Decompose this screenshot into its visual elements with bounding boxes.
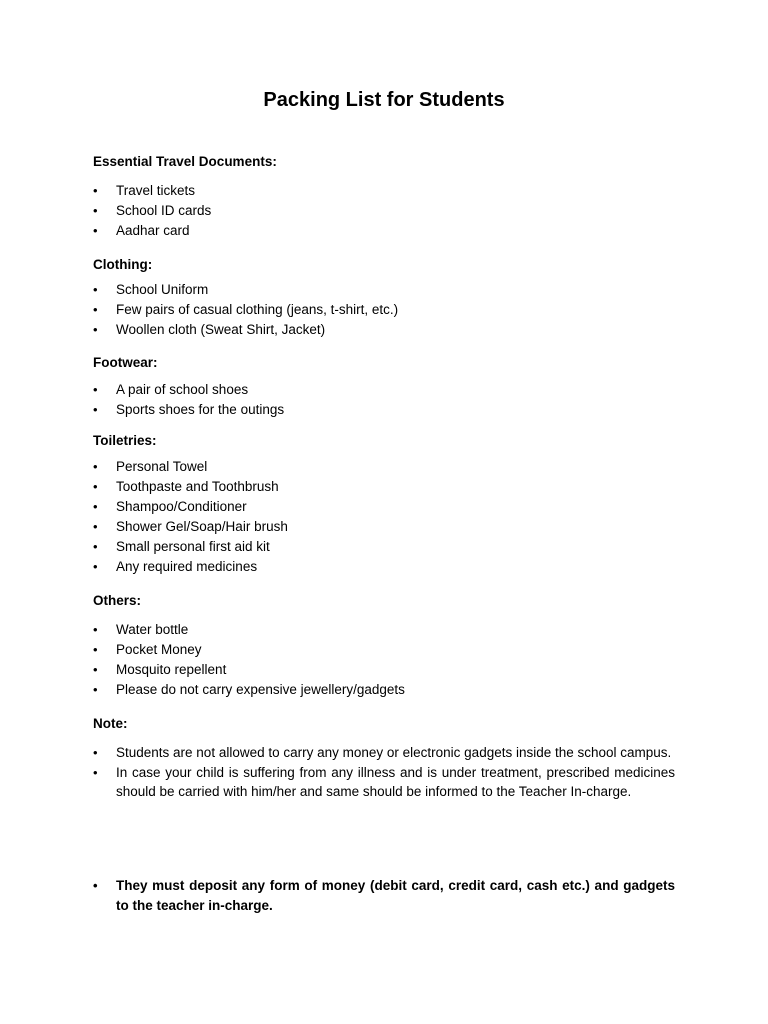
others-list xyxy=(93,620,675,700)
section-clothing xyxy=(93,256,675,340)
list-item-text: Woollen cloth (Sweat Shirt, Jacket) xyxy=(116,322,326,337)
note-list xyxy=(93,743,675,802)
bold-note-list xyxy=(93,876,675,915)
section-heading: Clothing: xyxy=(93,257,153,272)
bullet-icon: • xyxy=(93,559,98,574)
bullet-icon: • xyxy=(93,499,98,514)
bullet-icon: • xyxy=(93,662,98,677)
section-heading: Essential Travel Documents: xyxy=(93,154,277,169)
section-heading: Footwear: xyxy=(93,355,158,370)
footwear-list xyxy=(93,380,675,420)
bullet-icon: • xyxy=(93,622,98,637)
note-item xyxy=(93,763,675,802)
bullet-icon: • xyxy=(93,519,98,534)
bullet-icon: • xyxy=(93,282,98,297)
list-item-text: Mosquito repellent xyxy=(116,662,227,677)
bullet-icon: • xyxy=(93,183,98,198)
list-item-text: Please do not carry expensive jewellery/gadgets xyxy=(116,682,405,697)
section-heading: Toiletries: xyxy=(93,433,157,448)
list-item xyxy=(93,680,675,700)
list-item xyxy=(93,400,675,420)
list-item-text: Travel tickets xyxy=(116,183,196,198)
note-item-text: They must deposit any form of money (debit card, credit card, cash etc.) and gadgets to the teacher in-charge. xyxy=(116,878,675,913)
list-item xyxy=(93,221,675,241)
bullet-icon: • xyxy=(93,402,98,417)
section-bold-note xyxy=(93,876,675,915)
bullet-icon: • xyxy=(93,539,98,554)
list-item-text: Small personal first aid kit xyxy=(116,539,270,554)
section-documents xyxy=(93,153,675,241)
bullet-icon: • xyxy=(93,382,98,397)
list-item-text: A pair of school shoes xyxy=(116,382,249,397)
bullet-icon: • xyxy=(93,764,98,780)
list-item xyxy=(93,557,675,577)
list-item xyxy=(93,320,675,340)
list-item xyxy=(93,380,675,400)
list-item xyxy=(93,280,675,300)
clothing-list xyxy=(93,280,675,340)
list-item xyxy=(93,201,675,221)
list-item xyxy=(93,497,675,517)
list-item xyxy=(93,300,675,320)
list-item-text: Shower Gel/Soap/Hair brush xyxy=(116,519,288,534)
list-item-text: School ID cards xyxy=(116,203,212,218)
note-item-bold xyxy=(93,876,675,915)
list-item-text: School Uniform xyxy=(116,282,209,297)
bullet-icon: • xyxy=(93,745,98,760)
section-others xyxy=(93,592,675,700)
note-item xyxy=(93,743,675,763)
bullet-icon: • xyxy=(93,479,98,494)
bullet-icon: • xyxy=(93,682,98,697)
list-item xyxy=(93,477,675,497)
list-item xyxy=(93,457,675,477)
list-item-text: Sports shoes for the outings xyxy=(116,402,285,417)
page-title: Packing List for Students xyxy=(263,89,505,111)
list-item-text: Water bottle xyxy=(116,622,189,637)
list-item-text: Shampoo/Conditioner xyxy=(116,499,247,514)
bullet-icon: • xyxy=(93,322,98,337)
list-item-text: Aadhar card xyxy=(116,223,190,238)
note-item-text: In case your child is suffering from any illness and is under treatment, prescribed medicines should be carried with him/her and same should be informed to the Teacher In-charge. xyxy=(116,764,675,799)
toiletries-list xyxy=(93,457,675,577)
section-toiletries xyxy=(93,432,675,577)
list-item xyxy=(93,640,675,660)
section-footwear xyxy=(93,354,675,420)
list-item xyxy=(93,517,675,537)
section-heading: Note: xyxy=(93,716,128,731)
section-note xyxy=(93,715,675,802)
bullet-icon: • xyxy=(93,878,98,893)
list-item-text: Personal Towel xyxy=(116,459,208,474)
bullet-icon: • xyxy=(93,223,98,238)
documents-list xyxy=(93,181,675,241)
list-item xyxy=(93,181,675,201)
list-item xyxy=(93,537,675,557)
bullet-icon: • xyxy=(93,302,98,317)
bullet-icon: • xyxy=(93,642,98,657)
list-item-text: Few pairs of casual clothing (jeans, t-shirt, etc.) xyxy=(116,302,399,317)
list-item-text: Toothpaste and Toothbrush xyxy=(116,479,279,494)
list-item-text: Pocket Money xyxy=(116,642,202,657)
bullet-icon: • xyxy=(93,203,98,218)
section-heading: Others: xyxy=(93,593,142,608)
note-item-text: Students are not allowed to carry any money or electronic gadgets inside the school campus. xyxy=(116,745,672,760)
bullet-icon: • xyxy=(93,459,98,474)
list-item xyxy=(93,660,675,680)
list-item xyxy=(93,620,675,640)
list-item-text: Any required medicines xyxy=(116,559,258,574)
